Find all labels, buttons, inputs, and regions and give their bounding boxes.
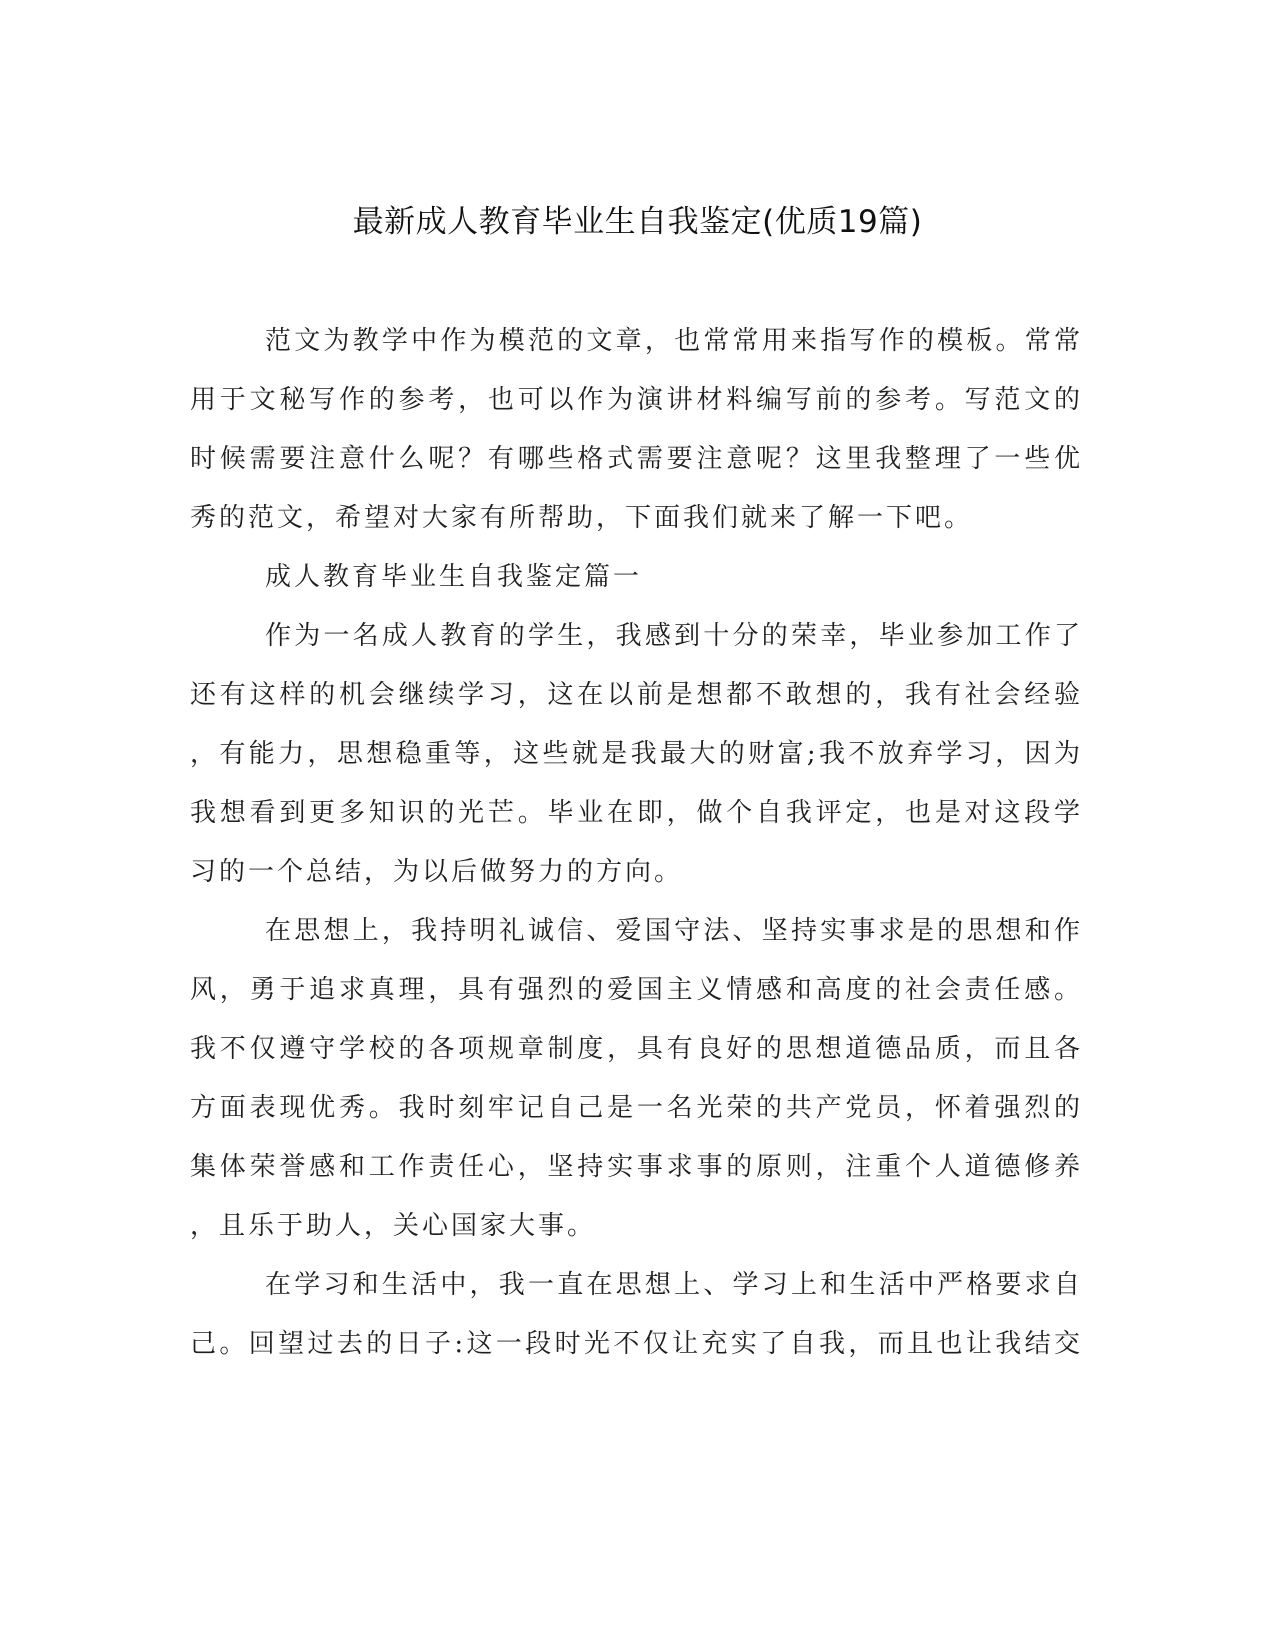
- paragraph-line: 作为一名成人教育的学生，我感到十分的荣幸，毕业参加工作了: [265, 621, 1080, 651]
- paragraph-line: 方面表现优秀。我时刻牢记自己是一名光荣的共产党员，怀着强烈的: [190, 1093, 1080, 1123]
- paragraph-line: 风，勇于追求真理，具有强烈的爱国主义情感和高度的社会责任感。: [190, 975, 1080, 1005]
- paragraph-line: ，有能力，思想稳重等，这些就是我最大的财富;我不放弃学习，因为: [190, 739, 1080, 769]
- paragraph-line: 时候需要注意什么呢？有哪些格式需要注意呢？这里我整理了一些优: [190, 444, 1080, 474]
- paragraph-line: 我不仅遵守学校的各项规章制度，具有良好的思想道德品质，而且各: [190, 1034, 1080, 1064]
- document-title: 最新成人教育毕业生自我鉴定(优质19篇): [352, 204, 923, 240]
- paragraph-line: ，且乐于助人，关心国家大事。: [190, 1211, 597, 1241]
- paragraph-line: 在学习和生活中，我一直在思想上、学习上和生活中严格要求自: [265, 1270, 1080, 1300]
- paragraph-line: 己。回望过去的日子:这一段时光不仅让充实了自我，而且也让我结交: [190, 1329, 1080, 1359]
- paragraph-line: 还有这样的机会继续学习，这在以前是想都不敢想的，我有社会经验: [190, 680, 1080, 710]
- paragraph-line: 在思想上，我持明礼诚信、爱国守法、坚持实事求是的思想和作: [265, 916, 1080, 946]
- paragraph-line: 我想看到更多知识的光芒。毕业在即，做个自我评定，也是对这段学: [190, 798, 1080, 828]
- paragraph-line: 习的一个总结，为以后做努力的方向。: [190, 857, 684, 887]
- paragraph-line: 范文为教学中作为模范的文章，也常常用来指写作的模板。常常: [265, 326, 1080, 356]
- paragraph-line: 用于文秘写作的参考，也可以作为演讲材料编写前的参考。写范文的: [190, 385, 1080, 415]
- paragraph-line: 秀的范文，希望对大家有所帮助，下面我们就来了解一下吧。: [190, 503, 974, 533]
- paragraph-line: 集体荣誉感和工作责任心，坚持实事求事的原则，注重个人道德修养: [190, 1152, 1080, 1182]
- section-heading: 成人教育毕业生自我鉴定篇一: [265, 562, 643, 592]
